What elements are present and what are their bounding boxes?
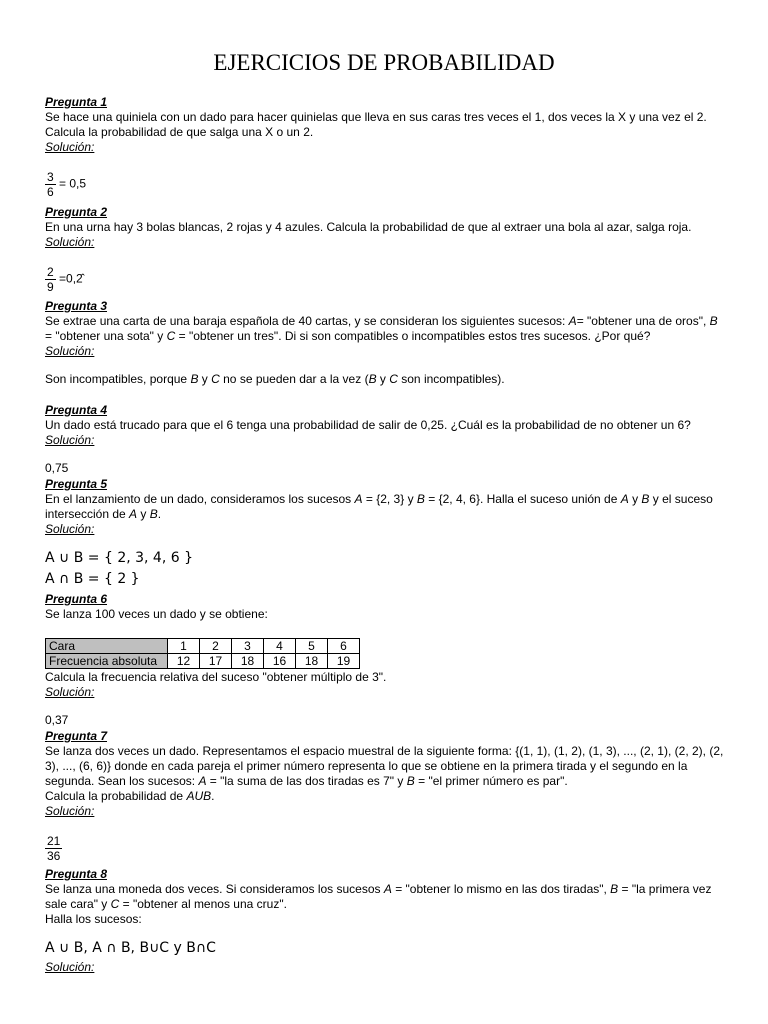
page-title: EJERCICIOS DE PROBABILIDAD <box>213 50 555 75</box>
question-3-text: Se extrae una carta de una baraja española de 40 cartas, y se consideran los siguientes sucesos: A= "obtener una de oros", B = "obtener una sota" y C = "obtener un tres". Di si son compatibles o incompatibles estos tres sucesos. ¿Por qué? <box>45 314 718 343</box>
question-3-label: Pregunta 3 <box>45 299 108 313</box>
table-row <box>46 639 360 654</box>
question-6-solution-label: Solución: <box>45 685 95 699</box>
question-1 <box>45 95 725 155</box>
question-2-label: Pregunta 2 <box>45 205 108 219</box>
table-cell: 6 <box>328 639 360 654</box>
question-2-solution-label: Solución: <box>45 235 95 249</box>
question-7-label: Pregunta 7 <box>45 729 108 743</box>
numerator: 2 <box>47 265 54 279</box>
table-cell: 1 <box>168 639 200 654</box>
question-3-answer: Son incompatibles, porque B y C no se pueden dar a la vez (B y C son incompatibles). <box>45 372 505 386</box>
fraction <box>45 834 62 863</box>
question-1-label: Pregunta 1 <box>45 95 108 109</box>
table-row <box>46 654 360 669</box>
union-expression: A ∪ B = { 2, 3, 4, 6 } <box>45 550 194 566</box>
question-8-halla: Halla los sucesos: <box>45 912 142 926</box>
question-6-label: Pregunta 6 <box>45 592 108 606</box>
table-cell: 5 <box>296 639 328 654</box>
question-2-text: En una urna hay 3 bolas blancas, 2 rojas y 4 azules. Calcula la probabilidad de que al extraer una bola al azar, salga roja. <box>45 220 692 234</box>
question-7-calc: Calcula la probabilidad de AUB. <box>45 789 215 803</box>
question-6-text: Se lanza 100 veces un dado y se obtiene: <box>45 607 268 621</box>
question-4-text: Un dado está trucado para que el 6 tenga una probabilidad de salir de 0,25. ¿Cuál es la probabilidad de no obtener un 6? <box>45 418 691 432</box>
question-6 <box>45 592 725 622</box>
fraction <box>45 265 56 294</box>
table-cell: 16 <box>264 654 296 669</box>
question-8-label: Pregunta 8 <box>45 867 108 881</box>
question-8-solution <box>45 960 725 975</box>
question-1-solution-label: Solución: <box>45 140 95 154</box>
intersection-expression: A ∩ B = { 2 } <box>45 571 140 587</box>
question-5-solution-label: Solución: <box>45 522 95 536</box>
sets-expression: A ∪ B, A ∩ B, B∪C y B∩C <box>45 940 216 956</box>
question-1-text: Se hace una quiniela con un dado para hacer quinielas que lleva en sus caras tres veces el 1, dos veces la X y una vez el 2. Calcula la probabilidad de que salga una X o un 2. <box>45 110 707 139</box>
table-cell: 4 <box>264 639 296 654</box>
denominator: 9 <box>47 280 54 294</box>
question-6-question: Calcula la frecuencia relativa del suceso "obtener múltiplo de 3". <box>45 670 387 684</box>
table-cell: 12 <box>168 654 200 669</box>
table-header-cell: Cara <box>46 639 168 654</box>
question-7 <box>45 729 725 819</box>
numerator: 3 <box>47 170 54 184</box>
table-cell: 2 <box>200 639 232 654</box>
question-7-text: Se lanza dos veces un dado. Representamos el espacio muestral de la siguiente forma: {(1, 1), (1, 2), (1, 3), ..., (2, 1), (2, 2), (2, 3), ..., (6, 6)} donde en cada pareja el primer número representa lo que se obtiene en la primera tirada y el segundo en la segunda. Sean los sucesos: A = "la suma de las dos tiradas es 7" y B = "el primer número es par". <box>45 744 724 788</box>
table-cell: 17 <box>200 654 232 669</box>
question-7-solution-label: Solución: <box>45 804 95 818</box>
question-6-continued <box>45 670 725 728</box>
table-cell: 18 <box>296 654 328 669</box>
table-cell: 18 <box>232 654 264 669</box>
question-6-answer: 0,37 <box>45 713 69 727</box>
question-5-label: Pregunta 5 <box>45 477 108 491</box>
question-8 <box>45 867 725 927</box>
question-2-answer <box>45 265 83 294</box>
question-8-solution-label: Solución: <box>45 960 95 974</box>
question-4-label: Pregunta 4 <box>45 403 108 417</box>
frequency-table <box>45 638 360 669</box>
question-4 <box>45 403 725 476</box>
table-header-cell: Frecuencia absoluta <box>46 654 168 669</box>
question-8-text: Se lanza una moneda dos veces. Si consideramos los sucesos A = "obtener lo mismo en las dos tiradas", B = "la primera vez sale cara" y C = "obtener al menos una cruz". <box>45 882 712 911</box>
denominator: 6 <box>47 185 54 199</box>
question-2 <box>45 205 725 250</box>
numerator: 21 <box>47 834 61 848</box>
question-3 <box>45 299 725 387</box>
denominator: 36 <box>47 849 61 863</box>
question-7-answer <box>45 834 62 863</box>
table-cell: 3 <box>232 639 264 654</box>
answer-value: =0,2̂ <box>59 271 83 286</box>
question-1-answer <box>45 170 86 199</box>
question-4-solution-label: Solución: <box>45 433 95 447</box>
table-cell: 19 <box>328 654 360 669</box>
question-5 <box>45 477 725 537</box>
fraction <box>45 170 56 199</box>
question-3-solution-label: Solución: <box>45 344 95 358</box>
question-5-text: En el lanzamiento de un dado, consideramos los sucesos A = {2, 3} y B = {2, 4, 6}. Halla el suceso unión de A y B y el suceso intersección de A y B. <box>45 492 713 521</box>
question-4-answer: 0,75 <box>45 461 69 475</box>
answer-value: = 0,5 <box>59 176 87 191</box>
